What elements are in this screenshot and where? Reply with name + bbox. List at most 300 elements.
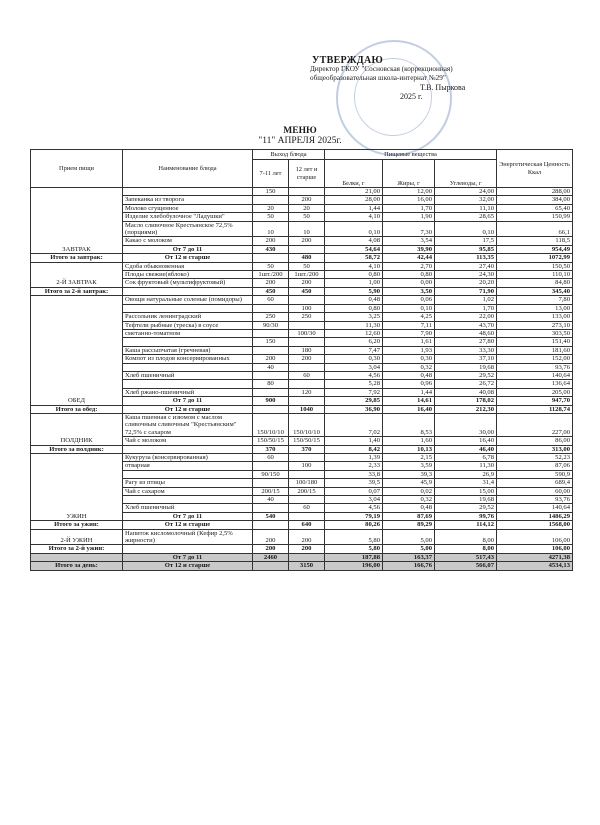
protein-value: 8,42: [325, 445, 383, 453]
fat-value: 7,90: [383, 329, 435, 337]
subtotal-group: От 12 и старше: [123, 254, 253, 262]
energy-value: 152,00: [497, 355, 573, 363]
col-output: Выход блюда: [253, 150, 325, 160]
output-12: 450: [289, 287, 325, 295]
output-12: 200: [289, 196, 325, 204]
output-12: 100: [289, 462, 325, 470]
meal-name: УЖИН: [31, 454, 123, 521]
carb-value: 15,00: [435, 487, 497, 495]
fat-value: 2,15: [383, 454, 435, 462]
output-7-11: 900: [253, 397, 289, 405]
fat-value: 0,48: [383, 371, 435, 379]
subtotal-label: Итого за день:: [31, 562, 123, 570]
output-7-11: 200: [253, 279, 289, 287]
output-12: [289, 470, 325, 478]
output-7-11: 450: [253, 287, 289, 295]
energy-value: 110,10: [497, 271, 573, 279]
energy-value: 84,80: [497, 279, 573, 287]
protein-value: 1,40: [325, 437, 383, 445]
output-7-11: 1шт./200: [253, 271, 289, 279]
subtotal-group: [123, 287, 253, 295]
fat-value: 0,32: [383, 363, 435, 371]
protein-value: 187,88: [325, 553, 383, 561]
meal-name: 2-Й УЖИН: [31, 529, 123, 545]
carb-value: 32,00: [435, 196, 497, 204]
subtotal-group: От 7 до 11: [123, 397, 253, 405]
energy-value: 93,76: [497, 363, 573, 371]
dish-name: Кукуруза (консервированная): [123, 454, 253, 462]
output-12: 200: [289, 279, 325, 287]
output-12: [289, 512, 325, 520]
output-7-11: 150: [253, 338, 289, 346]
menu-heading: МЕНЮ: [283, 126, 317, 136]
protein-value: 54,64: [325, 245, 383, 253]
subtotal-group: От 12 и старше: [123, 521, 253, 529]
fat-value: 1,60: [383, 437, 435, 445]
fat-value: 0,48: [383, 504, 435, 512]
output-12: 640: [289, 521, 325, 529]
output-7-11: 430: [253, 245, 289, 253]
output-12: [289, 338, 325, 346]
col-carb: Углеводы, г: [435, 160, 497, 188]
meal-name: ЗАВТРАК: [31, 188, 123, 254]
output-12: [289, 363, 325, 371]
carb-value: 517,43: [435, 553, 497, 561]
fat-value: 45,9: [383, 479, 435, 487]
output-7-11: [253, 462, 289, 470]
energy-value: 133,00: [497, 313, 573, 321]
fat-value: 0,96: [383, 380, 435, 388]
subtotal-label: Итого за завтрак:: [31, 254, 123, 262]
dish-name: Рагу из птицы: [123, 479, 253, 487]
protein-value: 58,72: [325, 254, 383, 262]
fat-value: 16,00: [383, 196, 435, 204]
fat-value: 39,90: [383, 245, 435, 253]
dish-name: Овощи натуральные соленые (помидоры): [123, 296, 253, 304]
energy-value: 52,23: [497, 454, 573, 462]
protein-value: 0,48: [325, 296, 383, 304]
subtotal-row: [31, 254, 573, 262]
subtotal-group: От 7 до 11: [123, 512, 253, 520]
carb-value: 29,52: [435, 504, 497, 512]
table-row: [31, 188, 573, 196]
carb-value: 1,70: [435, 304, 497, 312]
output-7-11: 370: [253, 445, 289, 453]
output-12: 200: [289, 529, 325, 545]
energy-value: 66,1: [497, 221, 573, 237]
dish-name: Чай с молоком: [123, 437, 253, 445]
energy-value: 151,40: [497, 338, 573, 346]
table-row: [31, 413, 573, 436]
output-7-11: 2460: [253, 553, 289, 561]
output-12: 50: [289, 262, 325, 270]
fat-value: 7,30: [383, 221, 435, 237]
carb-value: 43,70: [435, 321, 497, 329]
menu-title: [0, 126, 600, 146]
dish-name: Каша рассыпчатая (гречневая): [123, 346, 253, 354]
dish-name: Чай с сахаром: [123, 487, 253, 495]
output-12: [289, 321, 325, 329]
dish-name: Каша пшенная с изюмом с маслом сливочным сливочным "Крестьянским" 72,5% с сахаром: [123, 413, 253, 436]
output-12: 180: [289, 346, 325, 354]
fat-value: 4,25: [383, 313, 435, 321]
fat-value: 1,61: [383, 338, 435, 346]
output-7-11: [253, 521, 289, 529]
output-12: 120: [289, 388, 325, 396]
carb-value: 19,68: [435, 496, 497, 504]
approval-line: Директор ГКОУ "Сосновская (коррекционная): [310, 65, 453, 73]
protein-value: 4,56: [325, 371, 383, 379]
dish-name: Изделие хлебобулочное "Ладушки": [123, 213, 253, 221]
carb-value: 48,60: [435, 329, 497, 337]
protein-value: 0,10: [325, 221, 383, 237]
table-row: [31, 529, 573, 545]
energy-value: 288,00: [497, 188, 573, 196]
dish-name: [123, 363, 253, 371]
fat-value: 166,76: [383, 562, 435, 570]
output-7-11: [253, 254, 289, 262]
subtotal-row: [31, 553, 573, 561]
output-12: 250: [289, 313, 325, 321]
energy-value: 1486,29: [497, 512, 573, 520]
output-12: 100: [289, 304, 325, 312]
protein-value: 1,44: [325, 204, 383, 212]
carb-value: 24,00: [435, 188, 497, 196]
protein-value: 0,80: [325, 304, 383, 312]
dish-name: [123, 304, 253, 312]
output-12: 3150: [289, 562, 325, 570]
carb-value: 8,00: [435, 529, 497, 545]
fat-value: 0,00: [383, 279, 435, 287]
fat-value: 5,00: [383, 529, 435, 545]
fat-value: 14,61: [383, 397, 435, 405]
fat-value: 87,69: [383, 512, 435, 520]
fat-value: 5,00: [383, 545, 435, 553]
energy-value: 65,40: [497, 204, 573, 212]
energy-value: 106,00: [497, 529, 573, 545]
output-12: 200: [289, 545, 325, 553]
carb-value: 33,30: [435, 346, 497, 354]
output-12: 150/10/10: [289, 413, 325, 436]
output-12: 1040: [289, 405, 325, 413]
protein-value: 7,92: [325, 388, 383, 396]
output-7-11: 20: [253, 204, 289, 212]
energy-value: 1568,00: [497, 521, 573, 529]
fat-value: 0,10: [383, 304, 435, 312]
fat-value: 0,80: [383, 271, 435, 279]
dish-name: Рассольник ленинградский: [123, 313, 253, 321]
output-12: [289, 296, 325, 304]
output-7-11: 90/30: [253, 321, 289, 329]
output-7-11: 200: [253, 545, 289, 553]
carb-value: 31,4: [435, 479, 497, 487]
dish-name: [123, 188, 253, 196]
dish-name: Запеканка из творога: [123, 196, 253, 204]
subtotal-row: [31, 521, 573, 529]
output-12: 370: [289, 445, 325, 453]
carb-value: 27,40: [435, 262, 497, 270]
output-7-11: [253, 562, 289, 570]
dish-name: Сдоба обыкновенная: [123, 262, 253, 270]
energy-value: 150,99: [497, 213, 573, 221]
output-7-11: [253, 329, 289, 337]
fat-value: 3,54: [383, 237, 435, 245]
energy-value: 227,00: [497, 413, 573, 436]
fat-value: 39,3: [383, 470, 435, 478]
output-7-11: [253, 388, 289, 396]
carb-value: 178,02: [435, 397, 497, 405]
energy-value: 1128,74: [497, 405, 573, 413]
carb-value: 46,40: [435, 445, 497, 453]
energy-value: 4534,13: [497, 562, 573, 570]
protein-value: 79,19: [325, 512, 383, 520]
dish-name: Тефтели рыбные (треска) в соусе: [123, 321, 253, 329]
subtotal-row: [31, 445, 573, 453]
energy-value: 140,64: [497, 504, 573, 512]
carb-value: 0,10: [435, 221, 497, 237]
col-out-12: 12 лет и старше: [289, 160, 325, 188]
protein-value: 4,10: [325, 213, 383, 221]
subtotal-group: От 12 и старше: [123, 405, 253, 413]
protein-value: 39,5: [325, 479, 383, 487]
output-12: [289, 188, 325, 196]
output-7-11: 10: [253, 221, 289, 237]
carb-value: 17,5: [435, 237, 497, 245]
fat-value: 1,70: [383, 204, 435, 212]
dish-name: Хлеб пшеничный: [123, 504, 253, 512]
subtotal-label: Итого за 2-й завтрак:: [31, 287, 123, 295]
output-7-11: [253, 504, 289, 512]
protein-value: 2,33: [325, 462, 383, 470]
col-nutrients: Пищевые вещества: [325, 150, 497, 160]
subtotal-group: [123, 545, 253, 553]
carb-value: 114,12: [435, 521, 497, 529]
fat-value: 0,32: [383, 496, 435, 504]
protein-value: 21,00: [325, 188, 383, 196]
energy-value: 590,9: [497, 470, 573, 478]
output-12: [289, 397, 325, 405]
output-7-11: 40: [253, 496, 289, 504]
fat-value: 163,37: [383, 553, 435, 561]
output-7-11: [253, 405, 289, 413]
fat-value: 12,00: [383, 188, 435, 196]
output-12: [289, 553, 325, 561]
output-12: 100/30: [289, 329, 325, 337]
energy-value: 313,00: [497, 445, 573, 453]
fat-value: 0,02: [383, 487, 435, 495]
protein-value: 0,07: [325, 487, 383, 495]
col-dish: Наименование блюда: [123, 150, 253, 188]
carb-value: 40,08: [435, 388, 497, 396]
energy-value: 60,00: [497, 487, 573, 495]
table-row: [31, 454, 573, 462]
protein-value: 5,80: [325, 529, 383, 545]
output-7-11: 60: [253, 454, 289, 462]
col-fat: Жиры, г: [383, 160, 435, 188]
energy-value: 1072,99: [497, 254, 573, 262]
fat-value: 3,59: [383, 462, 435, 470]
subtotal-group: От 12 и старше: [123, 562, 253, 570]
carb-value: 113,35: [435, 254, 497, 262]
carb-value: 212,30: [435, 405, 497, 413]
output-12: [289, 245, 325, 253]
dish-name: [123, 496, 253, 504]
output-7-11: 150: [253, 188, 289, 196]
protein-value: 3,25: [325, 313, 383, 321]
carb-value: 26,72: [435, 380, 497, 388]
carb-value: 29,52: [435, 371, 497, 379]
protein-value: 29,85: [325, 397, 383, 405]
approve-heading: УТВЕРЖДАЮ: [312, 55, 384, 66]
protein-value: 5,28: [325, 380, 383, 388]
approval-date: 2025 г.: [400, 92, 423, 101]
protein-value: 5,90: [325, 287, 383, 295]
fat-value: 0,30: [383, 355, 435, 363]
output-7-11: 50: [253, 262, 289, 270]
subtotal-label: Итого за обед:: [31, 405, 123, 413]
fat-value: 42,44: [383, 254, 435, 262]
protein-value: 6,20: [325, 338, 383, 346]
energy-value: 87,06: [497, 462, 573, 470]
carb-value: 16,40: [435, 437, 497, 445]
protein-value: 5,80: [325, 545, 383, 553]
protein-value: 3,04: [325, 496, 383, 504]
subtotal-group: От 7 до 11: [123, 553, 253, 561]
output-12: 20: [289, 204, 325, 212]
dish-name: Какао с молоком: [123, 237, 253, 245]
energy-value: 106,00: [497, 545, 573, 553]
protein-value: 0,30: [325, 355, 383, 363]
approval-block: [250, 56, 580, 101]
output-7-11: 540: [253, 512, 289, 520]
output-12: 60: [289, 504, 325, 512]
output-12: 10: [289, 221, 325, 237]
output-7-11: 250: [253, 313, 289, 321]
energy-value: 118,5: [497, 237, 573, 245]
dish-name: Сок фруктовый (мультифруктовый): [123, 279, 253, 287]
fat-value: 2,70: [383, 262, 435, 270]
carb-value: 71,90: [435, 287, 497, 295]
output-12: 60: [289, 371, 325, 379]
subtotal-group: От 7 до 11: [123, 245, 253, 253]
energy-value: 93,76: [497, 496, 573, 504]
output-7-11: 200: [253, 529, 289, 545]
carb-value: 19,68: [435, 363, 497, 371]
output-7-11: 150/50/15: [253, 437, 289, 445]
energy-value: 205,00: [497, 388, 573, 396]
menu-date: "11" АПРЕЛЯ 2025г.: [258, 136, 342, 146]
subtotal-group: [123, 445, 253, 453]
protein-value: 28,00: [325, 196, 383, 204]
carb-value: 28,65: [435, 213, 497, 221]
carb-value: 22,00: [435, 313, 497, 321]
output-12: [289, 454, 325, 462]
fat-value: 1,44: [383, 388, 435, 396]
energy-value: 13,00: [497, 304, 573, 312]
protein-value: 4,08: [325, 237, 383, 245]
output-12: 200: [289, 237, 325, 245]
energy-value: 140,64: [497, 371, 573, 379]
carb-value: 26,9: [435, 470, 497, 478]
carb-value: 566,07: [435, 562, 497, 570]
approval-line: общеобразовательная школа-интернат №29": [310, 74, 446, 82]
energy-value: 947,70: [497, 397, 573, 405]
energy-value: 303,50: [497, 329, 573, 337]
fat-value: 89,29: [383, 521, 435, 529]
dish-name: отварная: [123, 462, 253, 470]
protein-value: 4,56: [325, 504, 383, 512]
fat-value: 0,06: [383, 296, 435, 304]
carb-value: 20,20: [435, 279, 497, 287]
protein-value: 36,90: [325, 405, 383, 413]
subtotal-row: [31, 562, 573, 570]
output-12: 200: [289, 355, 325, 363]
dish-name: Компот из плодов консервированных: [123, 355, 253, 363]
output-7-11: [253, 346, 289, 354]
energy-value: 345,40: [497, 287, 573, 295]
carb-value: 11,30: [435, 462, 497, 470]
dish-name: [123, 380, 253, 388]
carb-value: 11,10: [435, 204, 497, 212]
protein-value: 196,00: [325, 562, 383, 570]
output-12: 100/180: [289, 479, 325, 487]
signature-name: Т.В. Пыркова: [420, 83, 466, 92]
carb-value: 99,76: [435, 512, 497, 520]
output-12: 480: [289, 254, 325, 262]
dish-name: Масло сливочное Крестьянское 72,5% (порциями): [123, 221, 253, 237]
output-7-11: [253, 196, 289, 204]
energy-value: 689,4: [497, 479, 573, 487]
dish-name: Хлеб пшеничный: [123, 371, 253, 379]
fat-value: 1,93: [383, 346, 435, 354]
meal-name: ОБЕД: [31, 296, 123, 405]
energy-value: 4271,38: [497, 553, 573, 561]
protein-value: 0,80: [325, 271, 383, 279]
dish-name: [123, 338, 253, 346]
dish-name: [123, 470, 253, 478]
output-7-11: 200: [253, 355, 289, 363]
fat-value: 7,11: [383, 321, 435, 329]
carb-value: 27,80: [435, 338, 497, 346]
output-12: [289, 380, 325, 388]
output-7-11: 40: [253, 363, 289, 371]
output-12: 50: [289, 213, 325, 221]
output-12: [289, 496, 325, 504]
energy-value: 86,00: [497, 437, 573, 445]
fat-value: 8,53: [383, 413, 435, 436]
carb-value: 95,85: [435, 245, 497, 253]
protein-value: 3,04: [325, 363, 383, 371]
energy-value: 954,49: [497, 245, 573, 253]
dish-name: Плоды свежие(яблоко): [123, 271, 253, 279]
energy-value: 181,60: [497, 346, 573, 354]
output-7-11: 200: [253, 237, 289, 245]
fat-value: 16,40: [383, 405, 435, 413]
fat-value: 3,50: [383, 287, 435, 295]
subtotal-row: [31, 405, 573, 413]
energy-value: 384,00: [497, 196, 573, 204]
output-7-11: [253, 371, 289, 379]
output-12: 200/15: [289, 487, 325, 495]
protein-value: 1,39: [325, 454, 383, 462]
carb-value: 6,78: [435, 454, 497, 462]
fat-value: 10,13: [383, 445, 435, 453]
energy-value: 7,80: [497, 296, 573, 304]
carb-value: 24,30: [435, 271, 497, 279]
protein-value: 80,26: [325, 521, 383, 529]
protein-value: 11,30: [325, 321, 383, 329]
col-out-7-11: 7-11 лет: [253, 160, 289, 188]
